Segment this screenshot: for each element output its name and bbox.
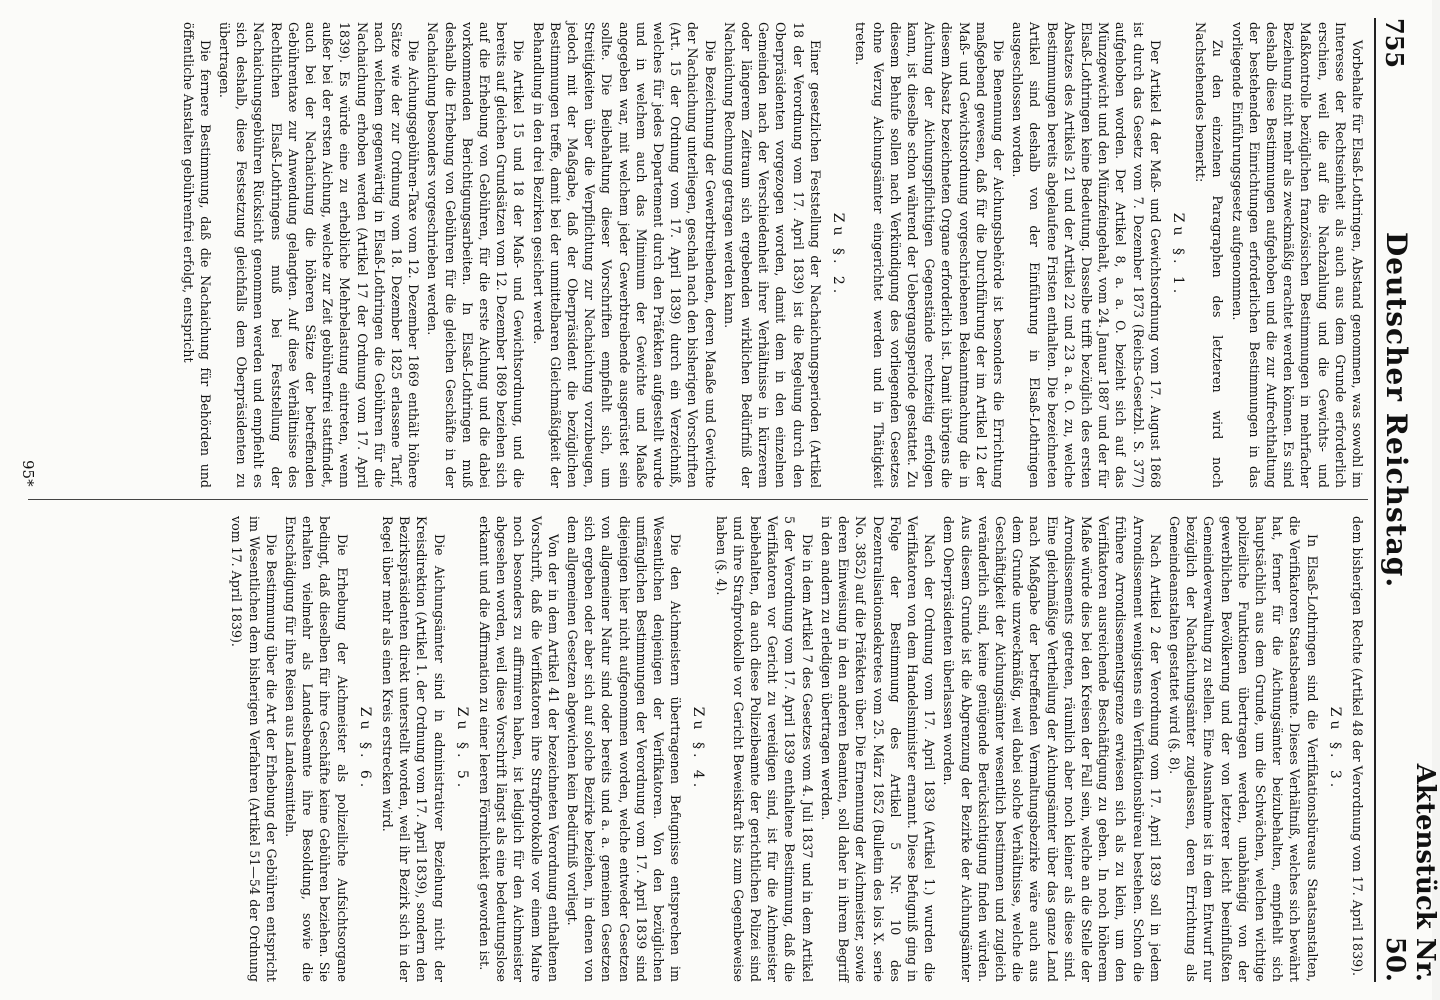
page-number: 755 [1380,18,1409,69]
paragraph: dem bisherigen Rechte (Artikel 48 der Verordnung vom 17. April 1839). [1350,516,1365,977]
document-number: Aktenstück Nr. 50. [1380,763,1440,982]
section-heading: Zu §. 2. [830,212,847,298]
paragraph: Die Erhebung der Aichmeister als polizeiliche Aufsichtsorgane bedingt, daß dieselben für ihre Geschäfte keine Gebühren beziehen. Sie erhalten vielmehr als Landesbeamte ihre Besoldung, sowie die Entschädigung für ihre Reisen aus Landesmitteln. [283,516,350,982]
left-column [28,22,1366,488]
publication-title: Deutscher Reichstag. [1380,231,1413,589]
paragraph: Von der in dem Artikel 41 der bezeichneten Verordnung enthaltenen Vorschrift, daß die Verifikatoren ihre Strafprotokolle vor einem Maire noch besonders zu affirmiren haben, ist lediglich für den Aichmeister abgesehen worden, weil diese Vorschrift längst als eine bedeutungslose erkannt und die Affirmation zu einer leeren Förmlichkeit geworden ist. [477,516,561,982]
paragraph: Die fernere Bestimmung, daß die Nachaichung für Behörden und öffentliche Anstalten gebührenfrei erfolgt, entspricht [180,22,213,488]
paragraph: Einer gesetzlichen Feststellung der Nachaichungsperioden (Artikel 18 der Verordnung vom 17. April 1839) ist die Regelung durch den Oberpräsidenten vorgezogen worden, damit dem in den einzelnen Gemeinden nach der Verschiedenheit ihrer Verhältnisse in kürzerem oder längerem Zeitraum sich ergebenden wirklichen Bedürfniß der Nachaichung Rechnung getragen werden kann. [721,22,823,488]
paragraph: Zu den einzelnen Paragraphen des letzteren wird noch Nachstehendes bemerkt: [1193,22,1226,488]
paragraph: Die Bestimmung über die Art der Erhebung der Gebühren entspricht im Wesentlichen dem bisherigen Verfahren (Artikel 51—54 der Ordnung vom 17. April 1839). [229,516,279,982]
paragraph: Die Artikel 15 und 18 der Maß- und Gewichtsordnung, und die bereits auf gleichen Grundsätzen vom 12. Dezember 1869 beziehen sich auf die Erhebung von Gebühren, für die erste Aichung und die dabei vorkommenden Berichtigungsarbeiten. In Elsaß-Lothringen muß deshalb die Erhebung von Gebühren für die gleichen Geschäfte in der Nachaichung besonders vorgeschrieben werden. [425,22,527,488]
paragraph: Nach der Ordnung vom 17. April 1839 (Artikel 1.) wurden die Verifikatoren von dem Handelsminister ernannt. Diese Befugniß ging in Folge der Bestimmung des Artikel 5 Nr. 10 des Dezentralisationsdekretes vom 25. März 1852 (Bulletin des lois X. serie No. 3852) auf die Präfekten über. Die Ernennung der Aichmeister, sowie deren Einweisung in den anderen Beamten, soll daher in ihrem Begriff in den andern zu erledigen übertragen werden. [818,516,938,982]
section-heading: Zu §. 6. [356,706,373,792]
column-rule [28,499,1368,500]
paragraph: Vorbehalte für Elsaß-Lothringen, Abstand genommen, was sowohl im Interesse der Rechtseinheit als auch aus dem Grunde erforderlich erschien, weil die auf die Nachzahlung und die Gewichts- und Maßkontrolle bezüglichen französischen Bestimmungen in mehrfacher Beziehung nicht mehr als zweckmäßig erachtet werden können. Es sind deshalb diese Bestimmungen aufgehoben und die zur Aufrechthaltung der bestehenden Einrichtungen erforderlichen Bestimmungen in das vorliegende Einführungsgesetz aufgenommen. [1229,22,1365,488]
section-heading: Zu §. 1. [1169,212,1186,298]
right-column [28,516,1366,982]
section-heading: Zu §. 3. [1326,706,1343,792]
paragraph: Die Aichungsgebühren-Taxe vom 12. Dezember 1869 enthält höhere Sätze wie der zur Ordnung vom 18. Dezember 1825 erlassene Tarif, nach welchem gegenwärtig in Elsaß-Lothringen die Gebühren für die Nachaichung erhoben werden (Artikel 17 der Ordnung vom 17. April 1839). Es würde eine zu erhebliche Mehrbelastung eintreten, wenn außer bei der ersten Aichung, welche zur Zeit gebührenfrei stattfindet, auch bei der Nachaichung die höheren Sätze der betreffenden Gebührentaxe zur Anwendung gelangten. Auf diese Verhältnisse des Rechtlichen Elsaß-Lothringens muß bei Feststellung der Nachaichungsgebühren Rücksicht genommen werden und empfiehlt es sich deshalb, diese Festsetzung gleichfalls dem Oberpräsidenten zu übertragen. [217,22,422,488]
paragraph: In Elsaß-Lothringen sind die Verifikationsbüreaus Staatsanstalten, die Verifikatoren Staatsbeamte. Dieses Verhältniß, welches sich bewährt hat, ferner für die Aichungsämter beizubehalten, empfiehlt sich hauptsächlich aus dem Grunde, um die Schwächen, welchen wichtige polizeiliche Funktionen übertragen werden, unabhängig von der gewerblichen Bevölkerung und der von letzterer leicht beeinflußten Gemeindeverwaltung zu stellen. Eine Ausnahme ist in dem Entwurf nur bezüglich der Nachaichungsämter zugelassen, deren Errichtung als Gemeindeanstalten gestattet wird (§. 8). [1166,516,1320,982]
paragraph: Die in dem Artikel 7 des Gesetzes vom 4. Juli 1837 und in dem Artikel 5 der Verordnung vom 17. April 1839 enthaltene Bestimmung, daß die Verifikatoren vor Gericht zu vereidigen sind, ist für die Aichmeister beibehalten, da auch diese Polizeibeamte der gerichtlichen Polizei sind und ihre Strafprotokolle vor Gericht Beweiskraft bis zum Gegenbeweise haben (§. 4). [713,516,815,982]
section-heading: Zu §. 4. [690,706,707,792]
paragraph: Die Bezeichnung der Gewerbtreibenden, deren Maaße und Gewichte der Nachaichung unterliegen, geschah nach den bisherigen Vorschriften (Art. 15 der Ordnung vom 17. April 1839) durch ein Verzeichniß, welches für jedes Departement durch den Präfekten aufgestellt wurde und in welchem auch das Minimum der Gewichte und Maaße angegeben war, mit welchem jeder Gewerbtreibende ausgerüstet sein sollte. Die Beibehaltung dieser Vorschriften empfiehlt sich, um Streitigkeiten über die Verpflichtung zur Nachaichung vorzubeugen, jedoch mit der Maßgabe, daß der Oberpräsident die bezüglichen Bestimmungen treffe, damit bei der unmittelbaren Gleichmäßigkeit der Behandlung in den drei Bezirken gesichert werde. [530,22,718,488]
paragraph: Die Aichungsämter sind in administrativer Beziehung nicht der Kreisdirektion (Artikel 1. der Ordnung vom 17. April 1839), sondern den Bezirkspräsidenten direkt unterstellt worden, weil ihr Bezirk sich in der Regel über mehr als einen Kreis erstrecken wird. [380,516,447,982]
signature-mark: 95* [19,460,37,487]
section-heading: Zu §. 5. [453,706,470,792]
header-rule [1374,18,1376,982]
paragraph: Nach Artikel 2 der Verordnung vom 17. April 1839 soll in jedem Arrondissement wenigstens ein Verifikationsbüreau bestehen. Schon die frühere Arrondissementsgrenze erwiesen sich als zu klein, um den Verifikatoren ausreichende Beschäftigung zu geben. In noch höherem Maße würde dies bei den Kreisen der Fall sein, welche an die Stelle der Arrondissements getreten, räumlich aber noch kleiner als diese sind. Eine gleichmäßige Vertheilung der Aichungsämter über das ganze Land nach Maßgabe der betreffenden Vermaltungsbezirke wäre auch aus dem Grunde unzweckmäßig, weil dabei solche Verhältnisse, welche die Geschäftigkeit der Aichungsämter wesentlich bestimmen und zugleich veränderlich sind, keine genügende Berücksichtigung finden würden. Aus diesem Grunde ist die Abgrenzung der Bezirke der Aichungsämter dem Oberpräsidenten überlassen worden. [941,516,1163,982]
paragraph: Die den Aichmeistern übertragenen Befugnisse entsprechen im Wesentlichen denjenigen der Verifikatoren. Von den bezüglichen umfänglichen Bestimmungen der Verordnung vom 17. April 1839 sind diejenigen hier nicht aufgenommen worden, welche entweder Gesetzen von allgemeiner Natur sind oder bereits und a. a. gemeinen Gesetzen sich ergeben oder aber sich auf solche Bezirke beziehen, in denen von dem allgemeinen Gesetzen abgewichen kein Bedürfniß vorliegt. [565,516,684,982]
page-header [1380,18,1440,982]
paragraph: Die Benennung der Aichungsbehörde ist besonders die Errichtung maßgebend gewesen, daß für die Durchführung der im Artikel 12 der Maß- und Gewichtsordnung vorgeschriebenen Bekanntmachung die in diesem Absatz bezeichneten Organe erforderlich ist. Damit übrigens die Aichung der Aichungspflichtigen Gegenstände rechtzeitig erfolgen kann, ist dieselbe schon während der Uebergangsperiode gestattet. Zu diesem Behufe sollen nach Verkündigung des vorliegenden Gesetzes ohne Verzug Aichungsämter eingerichtet werden und in Thätigkeit treten. [853,22,1006,488]
paragraph: Der Artikel 4 der Maß- und Gewichtsordnung vom 17. August 1868 ist durch das Gesetz vom 7. Dezember 1873 (Reichs-Gesetzbl. S. 377) aufgehoben worden. Der Artikel 8, a. a. O. bezieht sich auf das Münzgewicht und den Münzfeingehalt, vom 24. Januar 1887 und der für Elsaß-Lothringen keine Bedeutung. Dasselbe trifft bezüglich des ersten Absatzes des Artikels 21 und der Artikel 22 und 23 a. a. O. zu, welche Bestimmungen bereits abgelaufene Fristen enthalten. Die bezeichneten Artikel sind deshalb von der Einführung in Elsaß-Lothringen ausgeschlossen worden. [1010,22,1163,488]
